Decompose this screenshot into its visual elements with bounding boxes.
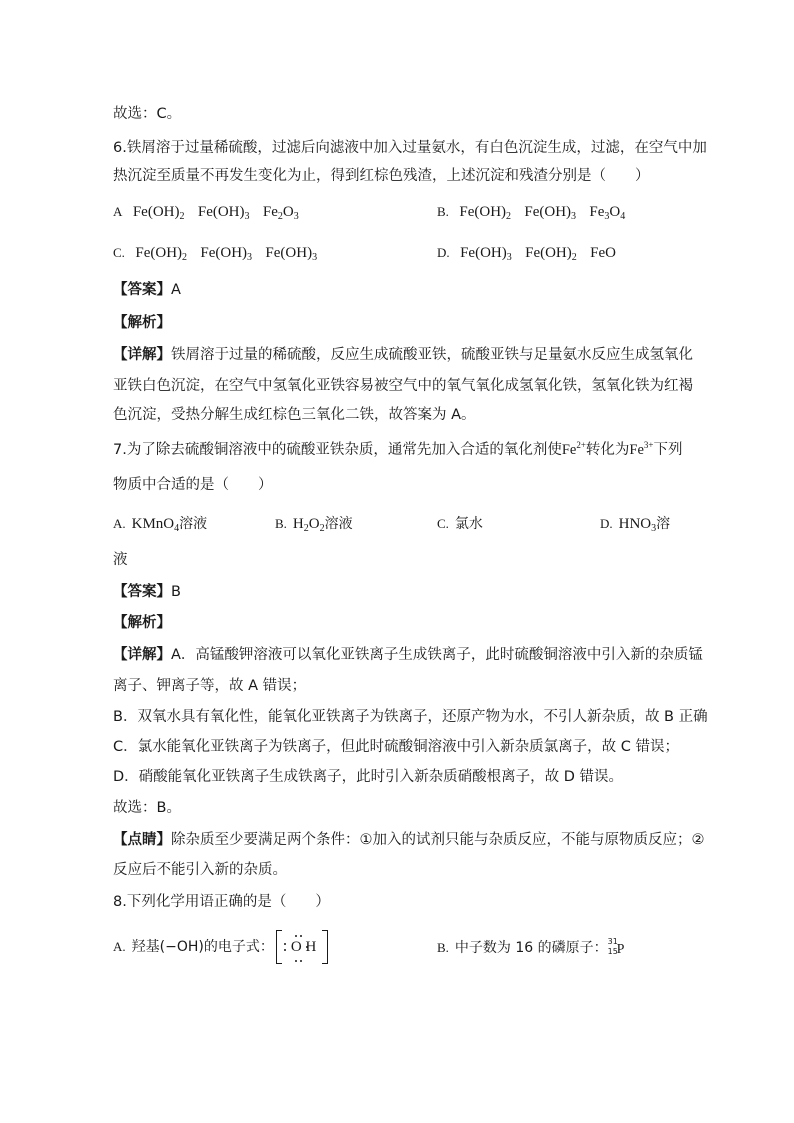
q7-option-d: D. $HNO_3$溶 xyxy=(600,516,671,534)
q6-option-d: D. $Fe(OH)_3$ $Fe(OH)_2$ FeO xyxy=(437,245,616,263)
question-8: 8.下列化学用语正确的是（ ） xyxy=(113,894,330,910)
tip-7-line-2: 反应后不能引入新的杂质。 xyxy=(113,862,287,878)
q8-option-a: A. 羟基(−OH)的电子式： O H xyxy=(113,930,328,964)
explanation-7-line-5: D．硝酸能氧化亚铁离子生成铁离子，此时引入新杂质硝酸根离子，故 D 错误。 xyxy=(113,769,624,785)
q7-option-b: B. $H_2O_2$溶液 xyxy=(275,516,353,534)
question-7-line-1: 7.为了除去硫酸铜溶液中的硫酸亚铁杂质，通常先加入合适的氧化剂使$Fe^{2+}$转化为$Fe^{3+}$下列 xyxy=(113,440,683,458)
explanation-7-line-4: C．氯水能氧化亚铁离子为铁离子，但此时硫酸铜溶液中引入新杂质氯离子，故 C 错误； xyxy=(113,739,679,755)
explanation-6-line-3: 色沉淀，受热分解生成红棕色三氧化二铁，故答案为 A。 xyxy=(113,407,476,423)
answer-7: 【答案】B xyxy=(113,584,181,600)
question-6-line-1: 6.铁屑溶于过量稀硫酸，过滤后向滤液中加入过量氨水，有白色沉淀生成，过滤，在空气中加 xyxy=(113,140,707,156)
q7-option-c: C. 氯水 xyxy=(437,516,483,532)
explanation-7-line-3: B．双氧水具有氧化性，能氧化亚铁离子为铁离子，还原产物为水，不引人新杂质，故 B 正确 xyxy=(113,709,708,725)
selection-7: 故选：B。 xyxy=(113,800,181,816)
analysis-7-tag: 【解析】 xyxy=(113,615,171,631)
q7-option-a: A. KMnO$_4$溶液 xyxy=(113,516,208,534)
explanation-7-line-2: 离子、钾离子等，故 A 错误； xyxy=(113,678,307,694)
q8-option-b: B. 中子数为 16 的磷原子： 31 15 P xyxy=(437,937,625,957)
q6-option-a: A $Fe(OH)_2$ $Fe(OH)_3$ $Fe_2O_3$ xyxy=(113,204,299,222)
explanation-7-line-1: 【详解】A．高锰酸钾溶液可以氧化亚铁离子生成铁离子，此时硫酸铜溶液中引入新的杂质锰 xyxy=(113,647,703,663)
q6-option-b: B. $Fe(OH)_2$ $Fe(OH)_3$ $Fe_3O_4$ xyxy=(437,204,626,222)
question-7-line-2: 物质中合适的是（ ） xyxy=(113,477,273,493)
analysis-6-tag: 【解析】 xyxy=(113,315,171,331)
phosphorus-nuclide: 31 15 P xyxy=(607,937,625,957)
question-6-line-2: 热沉淀至质量不再发生变化为止，得到红棕色残渣，上述沉淀和残渣分别是（ ） xyxy=(113,168,650,184)
hydroxyl-lewis-structure: O H xyxy=(276,930,328,964)
explanation-6-line-1: 【详解】铁屑溶于过量的稀硫酸，反应生成硫酸亚铁，硫酸亚铁与足量氨水反应生成氢氧化 xyxy=(113,347,693,363)
q7-option-d-continued: 液 xyxy=(113,552,128,568)
tip-7-line-1: 【点睛】除杂质至少要满足两个条件：①加入的试剂只能与杂质反应，不能与原物质反应；② xyxy=(113,832,705,848)
explanation-6-line-2: 亚铁白色沉淀，在空气中氢氧化亚铁容易被空气中的氧气氧化成氢氧化铁，氢氧化铁为红褐 xyxy=(113,378,693,394)
answer-6: 【答案】A xyxy=(113,282,181,298)
q6-option-c: C. $Fe(OH)_2$ $Fe(OH)_3$ $Fe(OH)_3$ xyxy=(113,245,318,263)
text-line: 故选：C。 xyxy=(113,106,182,122)
